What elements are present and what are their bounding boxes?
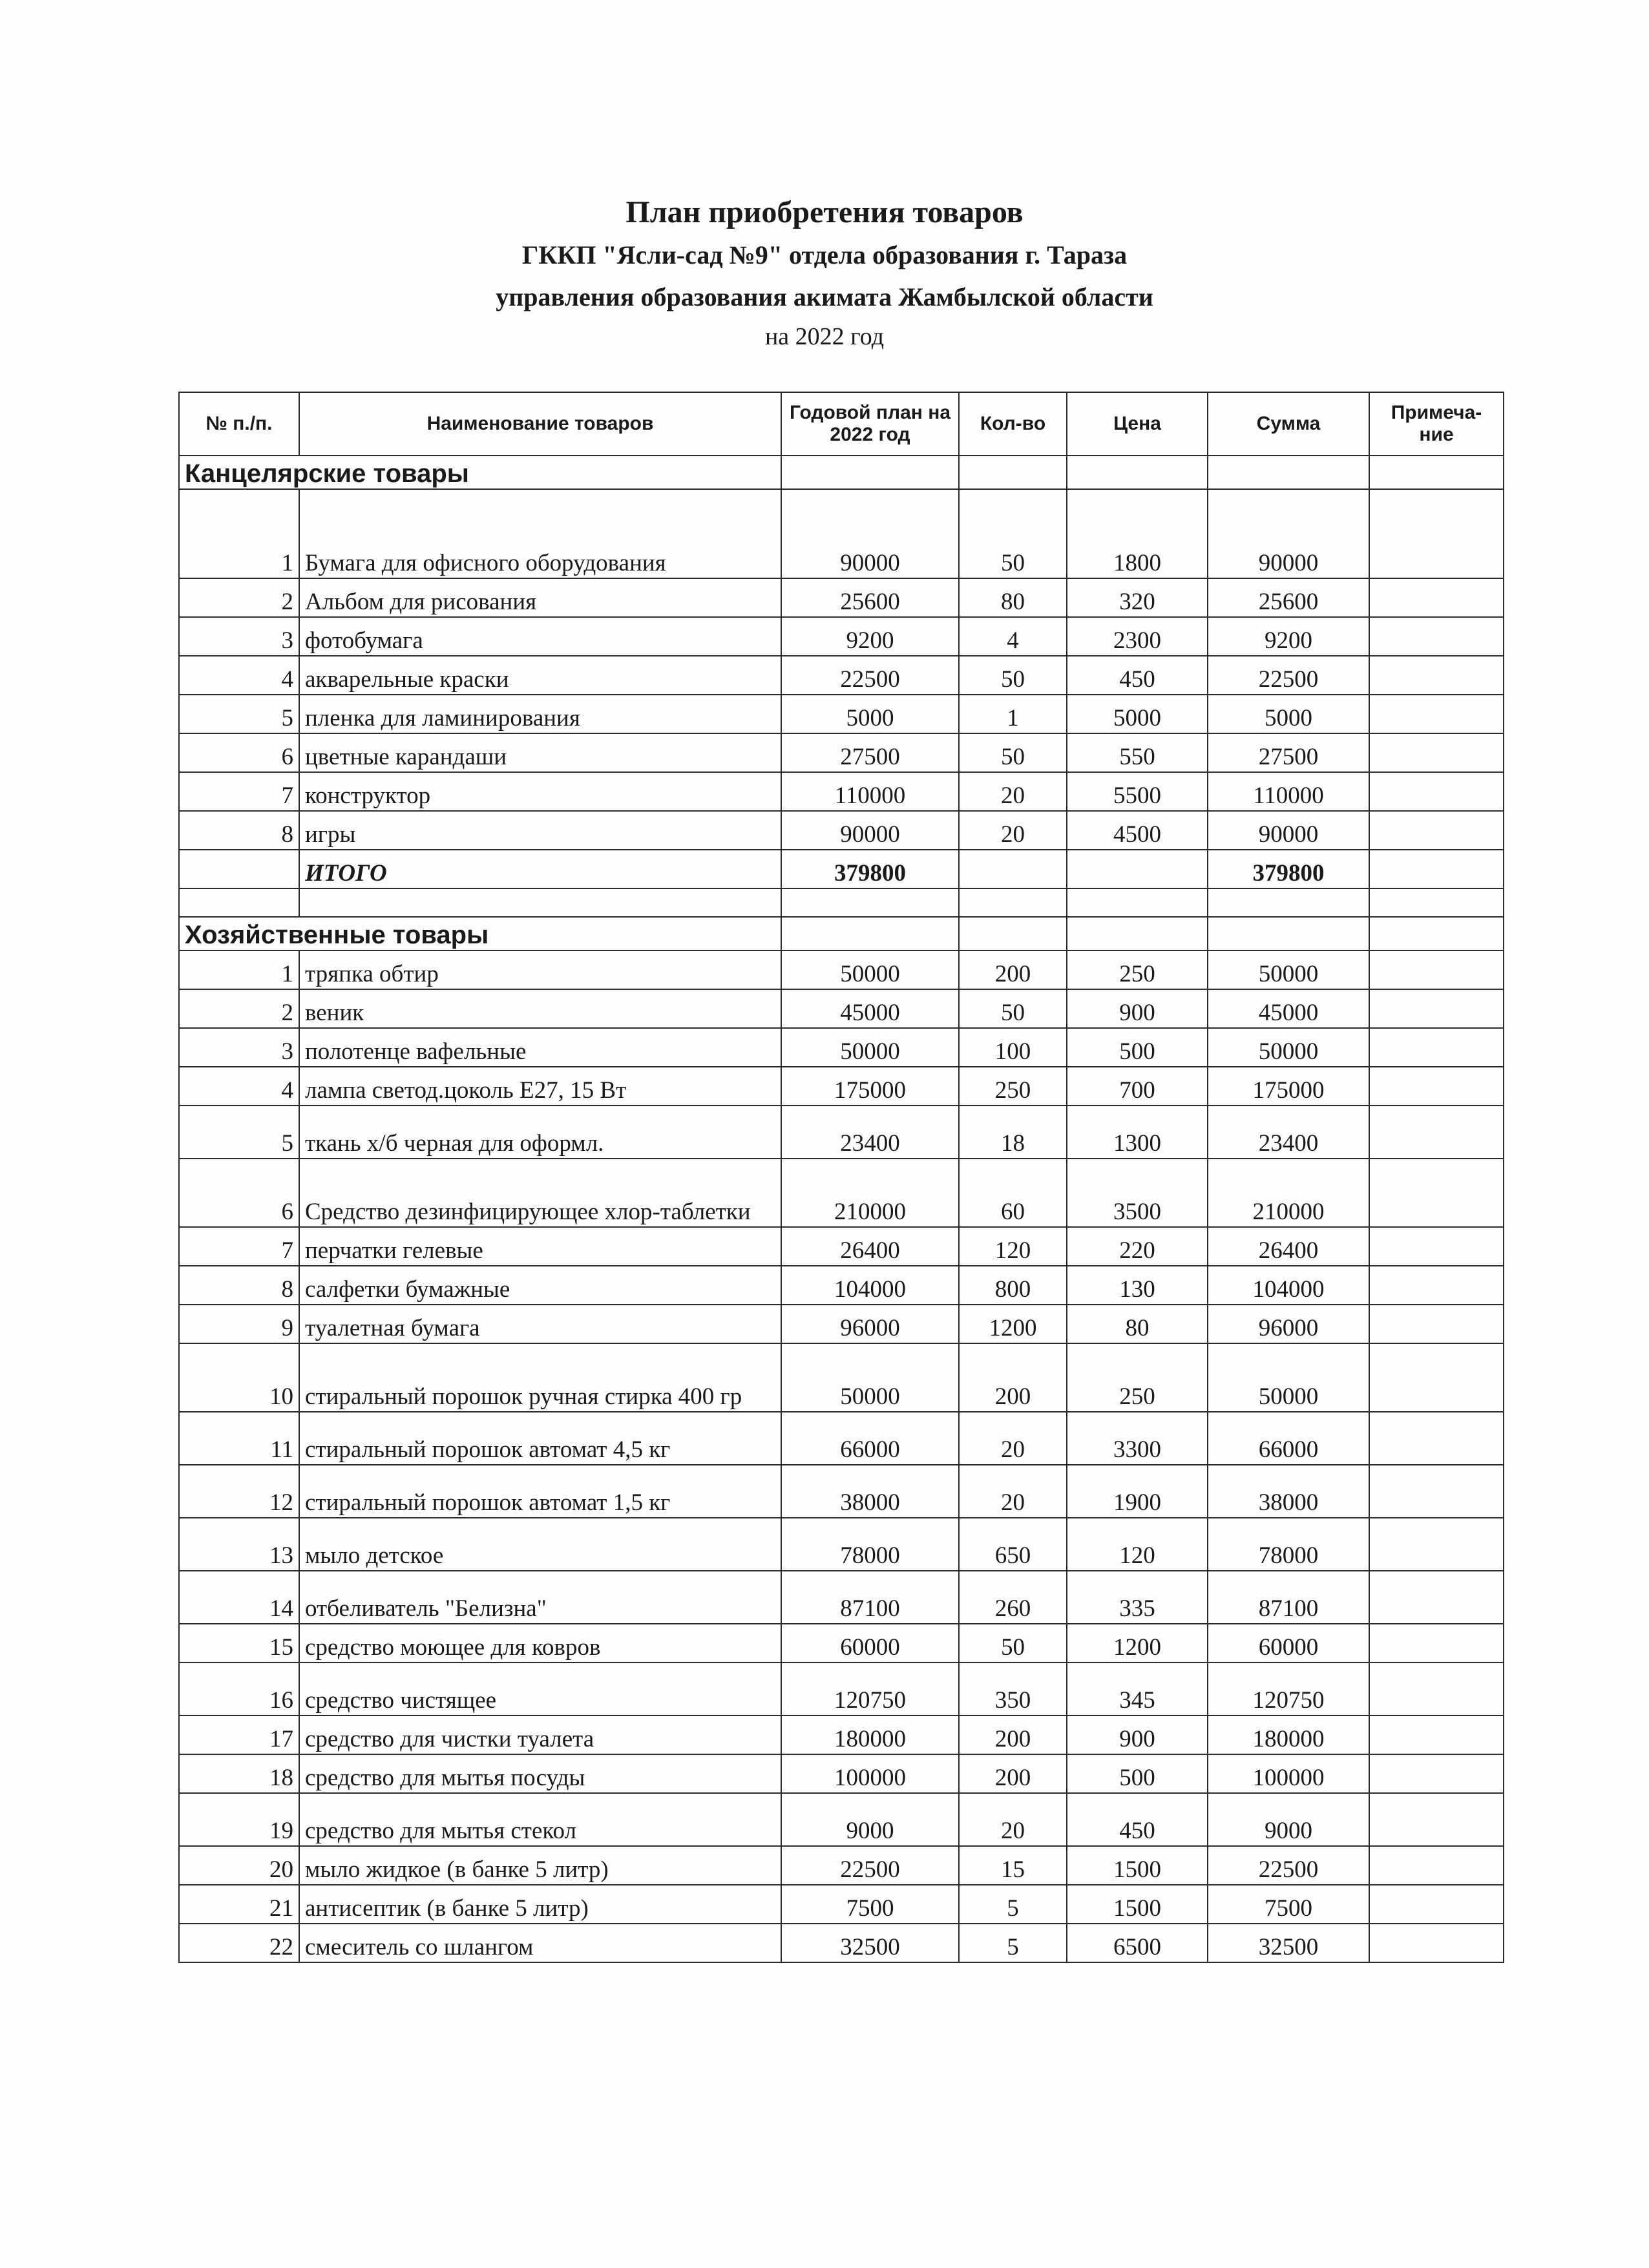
table-row <box>179 578 1504 617</box>
sum-value: 7500 <box>1208 1885 1369 1924</box>
row-number: 20 <box>179 1846 299 1885</box>
section-row <box>179 456 1504 489</box>
table-row <box>179 1518 1504 1571</box>
sum-value: 100000 <box>1208 1754 1369 1793</box>
sum-value: 90000 <box>1208 811 1369 850</box>
table-row <box>179 772 1504 811</box>
note-cell <box>1369 695 1504 733</box>
department-line: управления образования акимата Жамбылской области <box>496 282 1153 311</box>
quantity-value: 20 <box>959 1793 1067 1846</box>
price-value: 550 <box>1067 733 1208 772</box>
table-row <box>179 1846 1504 1885</box>
sum-value: 9200 <box>1208 617 1369 656</box>
item-name: фотобумага <box>299 617 781 656</box>
price-value: 3300 <box>1067 1412 1208 1465</box>
price-value: 5000 <box>1067 695 1208 733</box>
note-cell <box>1369 1159 1504 1227</box>
row-number: 17 <box>179 1716 299 1754</box>
row-number: 6 <box>179 1159 299 1227</box>
table-row <box>179 1924 1504 1962</box>
total-label: ИТОГО <box>299 850 781 888</box>
note-cell <box>1369 1885 1504 1924</box>
note-cell <box>1369 989 1504 1028</box>
annual-plan-value: 9000 <box>781 1793 959 1846</box>
note-cell <box>1369 1465 1504 1518</box>
quantity-value: 120 <box>959 1227 1067 1266</box>
quantity-value: 20 <box>959 772 1067 811</box>
price-value: 80 <box>1067 1305 1208 1343</box>
price-value: 130 <box>1067 1266 1208 1305</box>
table-row <box>179 989 1504 1028</box>
row-number: 8 <box>179 1266 299 1305</box>
row-number: 5 <box>179 695 299 733</box>
empty-cell <box>1067 888 1208 917</box>
quantity-value: 80 <box>959 578 1067 617</box>
note-cell <box>1369 1716 1504 1754</box>
empty-cell <box>959 456 1067 489</box>
quantity-value: 100 <box>959 1028 1067 1067</box>
total-row <box>179 850 1504 888</box>
section-title-household: Хозяйственные товары <box>179 917 781 950</box>
annual-plan-value: 23400 <box>781 1106 959 1159</box>
quantity-value: 50 <box>959 489 1067 578</box>
price-value: 900 <box>1067 1716 1208 1754</box>
quantity-value: 5 <box>959 1885 1067 1924</box>
item-name: игры <box>299 811 781 850</box>
col-header-plan: Годовой план на 2022 год <box>781 392 959 456</box>
empty-cell <box>1369 850 1504 888</box>
item-name: Бумага для офисного оборудования <box>299 489 781 578</box>
row-number: 12 <box>179 1465 299 1518</box>
price-value: 700 <box>1067 1067 1208 1106</box>
note-cell <box>1369 1412 1504 1465</box>
table-row <box>179 1305 1504 1343</box>
item-name: тряпка обтир <box>299 950 781 989</box>
item-name: конструктор <box>299 772 781 811</box>
table-row <box>179 811 1504 850</box>
table-row <box>179 1624 1504 1663</box>
row-number: 22 <box>179 1924 299 1962</box>
price-value: 5500 <box>1067 772 1208 811</box>
row-number: 11 <box>179 1412 299 1465</box>
row-number: 9 <box>179 1305 299 1343</box>
empty-cell <box>1067 456 1208 489</box>
quantity-value: 18 <box>959 1106 1067 1159</box>
sum-value: 78000 <box>1208 1518 1369 1571</box>
row-number: 19 <box>179 1793 299 1846</box>
item-name: стиральный порошок автомат 1,5 кг <box>299 1465 781 1518</box>
item-name: мыло детское <box>299 1518 781 1571</box>
annual-plan-value: 120750 <box>781 1663 959 1716</box>
table-row <box>179 1412 1504 1465</box>
row-number: 7 <box>179 772 299 811</box>
annual-plan-value: 50000 <box>781 1343 959 1412</box>
annual-plan-value: 45000 <box>781 989 959 1028</box>
quantity-value: 20 <box>959 1465 1067 1518</box>
row-number: 3 <box>179 617 299 656</box>
sum-value: 60000 <box>1208 1624 1369 1663</box>
table-row <box>179 1571 1504 1624</box>
annual-plan-value: 26400 <box>781 1227 959 1266</box>
quantity-value: 250 <box>959 1067 1067 1106</box>
item-name: туалетная бумага <box>299 1305 781 1343</box>
sum-value: 23400 <box>1208 1106 1369 1159</box>
annual-plan-value: 22500 <box>781 656 959 695</box>
sum-value: 9000 <box>1208 1793 1369 1846</box>
note-cell <box>1369 1305 1504 1343</box>
note-cell <box>1369 1846 1504 1885</box>
price-value: 250 <box>1067 950 1208 989</box>
row-number: 21 <box>179 1885 299 1924</box>
table-row <box>179 1028 1504 1067</box>
table-row <box>179 733 1504 772</box>
note-cell <box>1369 1067 1504 1106</box>
note-cell <box>1369 1028 1504 1067</box>
price-value: 220 <box>1067 1227 1208 1266</box>
sum-value: 50000 <box>1208 1343 1369 1412</box>
note-cell <box>1369 1106 1504 1159</box>
sum-value: 90000 <box>1208 489 1369 578</box>
annual-plan-value: 38000 <box>781 1465 959 1518</box>
item-name: Средство дезинфицирующее хлор-таблетки <box>299 1159 781 1227</box>
item-name: пленка для ламинирования <box>299 695 781 733</box>
item-name: антисептик (в банке 5 литр) <box>299 1885 781 1924</box>
section-row <box>179 917 1504 950</box>
price-value: 320 <box>1067 578 1208 617</box>
row-number: 2 <box>179 989 299 1028</box>
table-row <box>179 1266 1504 1305</box>
empty-cell <box>299 888 781 917</box>
quantity-value: 4 <box>959 617 1067 656</box>
empty-cell <box>179 850 299 888</box>
empty-cell <box>1369 888 1504 917</box>
item-name: смеситель со шлангом <box>299 1924 781 1962</box>
quantity-value: 350 <box>959 1663 1067 1716</box>
row-number: 5 <box>179 1106 299 1159</box>
col-header-name: Наименование товаров <box>299 392 781 456</box>
row-number: 15 <box>179 1624 299 1663</box>
row-number: 8 <box>179 811 299 850</box>
table-row <box>179 1885 1504 1924</box>
col-header-price: Цена <box>1067 392 1208 456</box>
empty-cell <box>179 888 299 917</box>
empty-cell <box>1208 917 1369 950</box>
annual-plan-value: 22500 <box>781 1846 959 1885</box>
item-name: стиральный порошок автомат 4,5 кг <box>299 1412 781 1465</box>
col-header-sum: Сумма <box>1208 392 1369 456</box>
sum-value: 210000 <box>1208 1159 1369 1227</box>
quantity-value: 50 <box>959 989 1067 1028</box>
note-cell <box>1369 1663 1504 1716</box>
item-name: полотенце вафельные <box>299 1028 781 1067</box>
price-value: 2300 <box>1067 617 1208 656</box>
sum-value: 27500 <box>1208 733 1369 772</box>
sum-value: 120750 <box>1208 1663 1369 1716</box>
row-number: 1 <box>179 950 299 989</box>
annual-plan-value: 32500 <box>781 1924 959 1962</box>
quantity-value: 60 <box>959 1159 1067 1227</box>
item-name: отбеливатель "Белизна" <box>299 1571 781 1624</box>
quantity-value: 200 <box>959 1343 1067 1412</box>
item-name: стиральный порошок ручная стирка 400 гр <box>299 1343 781 1412</box>
table-row <box>179 1159 1504 1227</box>
item-name: средство для чистки туалета <box>299 1716 781 1754</box>
annual-plan-value: 100000 <box>781 1754 959 1793</box>
annual-plan-value: 27500 <box>781 733 959 772</box>
quantity-value: 260 <box>959 1571 1067 1624</box>
annual-plan-value: 90000 <box>781 489 959 578</box>
price-value: 3500 <box>1067 1159 1208 1227</box>
sum-value: 25600 <box>1208 578 1369 617</box>
total-sum-value: 379800 <box>1208 850 1369 888</box>
sum-value: 26400 <box>1208 1227 1369 1266</box>
note-cell <box>1369 772 1504 811</box>
annual-plan-value: 78000 <box>781 1518 959 1571</box>
row-number: 1 <box>179 489 299 578</box>
note-cell <box>1369 656 1504 695</box>
sum-value: 22500 <box>1208 656 1369 695</box>
annual-plan-value: 175000 <box>781 1067 959 1106</box>
item-name: веник <box>299 989 781 1028</box>
item-name: перчатки гелевые <box>299 1227 781 1266</box>
table-row <box>179 617 1504 656</box>
empty-cell <box>1208 456 1369 489</box>
col-header-num: № п./п. <box>179 392 299 456</box>
table-row <box>179 1754 1504 1793</box>
empty-cell <box>1067 850 1208 888</box>
note-cell <box>1369 950 1504 989</box>
note-cell <box>1369 1754 1504 1793</box>
empty-cell <box>781 456 959 489</box>
item-name: акварельные краски <box>299 656 781 695</box>
annual-plan-value: 50000 <box>781 950 959 989</box>
sum-value: 104000 <box>1208 1266 1369 1305</box>
sum-value: 22500 <box>1208 1846 1369 1885</box>
note-cell <box>1369 1624 1504 1663</box>
price-value: 1200 <box>1067 1624 1208 1663</box>
empty-cell <box>1208 888 1369 917</box>
row-number: 2 <box>179 578 299 617</box>
total-plan-value: 379800 <box>781 850 959 888</box>
item-name: ткань х/б черная для оформл. <box>299 1106 781 1159</box>
empty-cell <box>959 917 1067 950</box>
note-cell <box>1369 578 1504 617</box>
quantity-value: 50 <box>959 733 1067 772</box>
organization-line: ГККП "Ясли-сад №9" отдела образования г. Тараза <box>521 240 1128 269</box>
quantity-value: 800 <box>959 1266 1067 1305</box>
annual-plan-value: 87100 <box>781 1571 959 1624</box>
item-name: средство моющее для ковров <box>299 1624 781 1663</box>
note-cell <box>1369 1227 1504 1266</box>
annual-plan-value: 50000 <box>781 1028 959 1067</box>
sum-value: 32500 <box>1208 1924 1369 1962</box>
item-name: лампа светод.цоколь Е27, 15 Вт <box>299 1067 781 1106</box>
row-number: 6 <box>179 733 299 772</box>
item-name: средство для мытья посуды <box>299 1754 781 1793</box>
empty-cell <box>1369 917 1504 950</box>
quantity-value: 1 <box>959 695 1067 733</box>
annual-plan-value: 90000 <box>781 811 959 850</box>
annual-plan-value: 9200 <box>781 617 959 656</box>
table-row <box>179 1663 1504 1716</box>
price-value: 6500 <box>1067 1924 1208 1962</box>
document-title: План приобретения товаров <box>625 195 1024 229</box>
price-value: 1800 <box>1067 489 1208 578</box>
empty-cell <box>959 850 1067 888</box>
sum-value: 96000 <box>1208 1305 1369 1343</box>
empty-cell <box>959 888 1067 917</box>
row-number: 13 <box>179 1518 299 1571</box>
row-number: 16 <box>179 1663 299 1716</box>
table-row <box>179 695 1504 733</box>
quantity-value: 200 <box>959 1716 1067 1754</box>
quantity-value: 20 <box>959 811 1067 850</box>
price-value: 450 <box>1067 1793 1208 1846</box>
quantity-value: 5 <box>959 1924 1067 1962</box>
table-row <box>179 656 1504 695</box>
table-row <box>179 1465 1504 1518</box>
table-row <box>179 950 1504 989</box>
note-cell <box>1369 1924 1504 1962</box>
table-row <box>179 1106 1504 1159</box>
annual-plan-value: 25600 <box>781 578 959 617</box>
empty-cell <box>1369 456 1504 489</box>
price-value: 1500 <box>1067 1885 1208 1924</box>
table-row <box>179 1793 1504 1846</box>
row-number: 7 <box>179 1227 299 1266</box>
year-line: на 2022 год <box>764 323 885 350</box>
table-row <box>179 1067 1504 1106</box>
price-value: 500 <box>1067 1754 1208 1793</box>
purchase-plan-table <box>178 392 1504 1963</box>
item-name: Альбом для рисования <box>299 578 781 617</box>
price-value: 120 <box>1067 1518 1208 1571</box>
quantity-value: 1200 <box>959 1305 1067 1343</box>
price-value: 250 <box>1067 1343 1208 1412</box>
note-cell <box>1369 489 1504 578</box>
table-row <box>179 1227 1504 1266</box>
note-cell <box>1369 1343 1504 1412</box>
annual-plan-value: 7500 <box>781 1885 959 1924</box>
table-row <box>179 1716 1504 1754</box>
item-name: средство чистящее <box>299 1663 781 1716</box>
table-row <box>179 1343 1504 1412</box>
sum-value: 175000 <box>1208 1067 1369 1106</box>
quantity-value: 20 <box>959 1412 1067 1465</box>
table-row <box>179 489 1504 578</box>
item-name: мыло жидкое (в банке 5 литр) <box>299 1846 781 1885</box>
note-cell <box>1369 1518 1504 1571</box>
row-number: 4 <box>179 656 299 695</box>
table-header-row <box>179 392 1504 456</box>
quantity-value: 15 <box>959 1846 1067 1885</box>
annual-plan-value: 104000 <box>781 1266 959 1305</box>
col-header-qty: Кол-во <box>959 392 1067 456</box>
blank-row <box>179 888 1504 917</box>
sum-value: 180000 <box>1208 1716 1369 1754</box>
row-number: 14 <box>179 1571 299 1624</box>
col-header-note: Примеча-ние <box>1369 392 1504 456</box>
price-value: 1900 <box>1067 1465 1208 1518</box>
price-value: 345 <box>1067 1663 1208 1716</box>
note-cell <box>1369 733 1504 772</box>
section-title-office: Канцелярские товары <box>179 456 781 489</box>
empty-cell <box>781 888 959 917</box>
empty-cell <box>781 917 959 950</box>
price-value: 900 <box>1067 989 1208 1028</box>
quantity-value: 200 <box>959 950 1067 989</box>
annual-plan-value: 110000 <box>781 772 959 811</box>
row-number: 10 <box>179 1343 299 1412</box>
price-value: 450 <box>1067 656 1208 695</box>
row-number: 3 <box>179 1028 299 1067</box>
item-name: салфетки бумажные <box>299 1266 781 1305</box>
sum-value: 50000 <box>1208 950 1369 989</box>
annual-plan-value: 210000 <box>781 1159 959 1227</box>
sum-value: 87100 <box>1208 1571 1369 1624</box>
price-value: 1500 <box>1067 1846 1208 1885</box>
note-cell <box>1369 1571 1504 1624</box>
note-cell <box>1369 617 1504 656</box>
row-number: 4 <box>179 1067 299 1106</box>
quantity-value: 50 <box>959 656 1067 695</box>
item-name: средство для мытья стекол <box>299 1793 781 1846</box>
annual-plan-value: 180000 <box>781 1716 959 1754</box>
sum-value: 38000 <box>1208 1465 1369 1518</box>
price-value: 1300 <box>1067 1106 1208 1159</box>
row-number: 18 <box>179 1754 299 1793</box>
item-name: цветные карандаши <box>299 733 781 772</box>
sum-value: 5000 <box>1208 695 1369 733</box>
sum-value: 45000 <box>1208 989 1369 1028</box>
sum-value: 110000 <box>1208 772 1369 811</box>
annual-plan-value: 66000 <box>781 1412 959 1465</box>
price-value: 4500 <box>1067 811 1208 850</box>
note-cell <box>1369 1793 1504 1846</box>
note-cell <box>1369 811 1504 850</box>
annual-plan-value: 60000 <box>781 1624 959 1663</box>
annual-plan-value: 5000 <box>781 695 959 733</box>
price-value: 335 <box>1067 1571 1208 1624</box>
annual-plan-value: 96000 <box>781 1305 959 1343</box>
sum-value: 66000 <box>1208 1412 1369 1465</box>
quantity-value: 650 <box>959 1518 1067 1571</box>
quantity-value: 50 <box>959 1624 1067 1663</box>
price-value: 500 <box>1067 1028 1208 1067</box>
note-cell <box>1369 1266 1504 1305</box>
sum-value: 50000 <box>1208 1028 1369 1067</box>
empty-cell <box>1067 917 1208 950</box>
quantity-value: 200 <box>959 1754 1067 1793</box>
